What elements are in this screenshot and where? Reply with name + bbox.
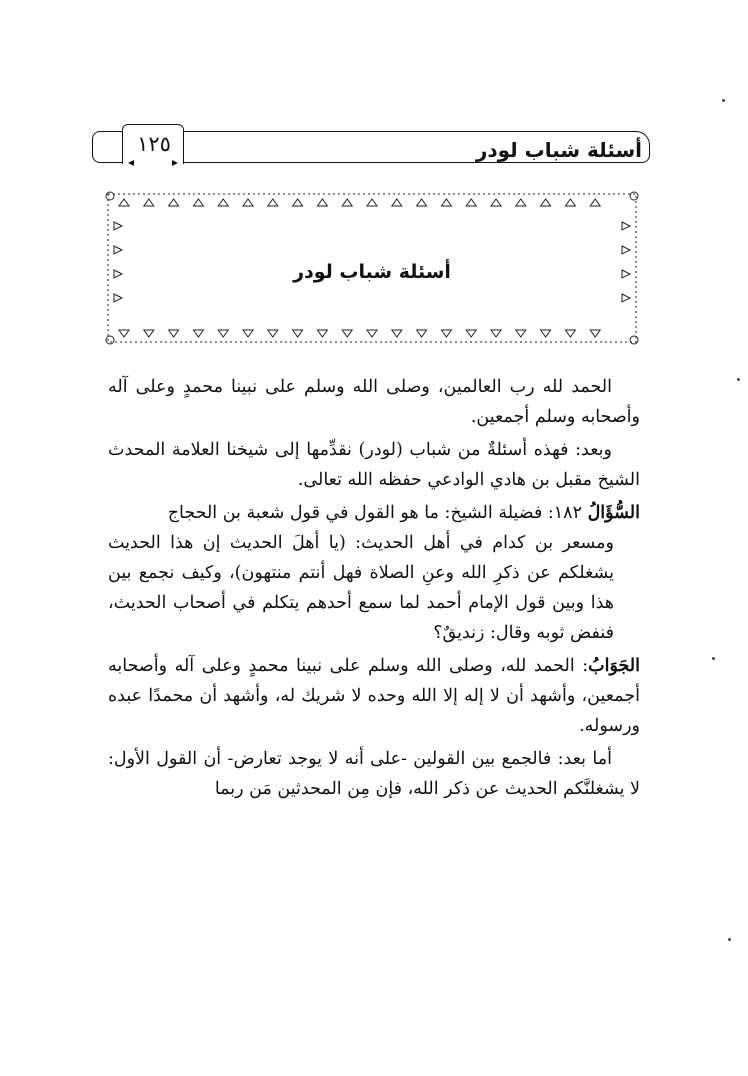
- ornament-mark: [169, 199, 179, 206]
- ornament-mark: [317, 330, 327, 337]
- ornament-mark: [622, 246, 630, 254]
- ornament-mark: [114, 222, 122, 230]
- ornament-mark: [590, 199, 600, 206]
- ornament-mark: [342, 330, 352, 337]
- ornament-mark: [268, 199, 278, 206]
- question-number: ١٨٢: [553, 503, 582, 523]
- ornament-mark: [417, 199, 427, 206]
- question-paragraph: [108, 498, 640, 648]
- ornament-mark: [392, 330, 402, 337]
- answer-paragraph-2: أما بعد: فالجمع بين القولين -على أنه لا يوجد تعارض- أن القول الأول: لا يشغلنَّكم الحديث عن ذكر الله، فإن مِن المحدثين مَن ربما: [108, 749, 640, 799]
- answer-label: الجَوَابُ: [588, 656, 640, 676]
- ornament-mark: [367, 330, 377, 337]
- ornament-mark: [491, 199, 501, 206]
- scan-mark: [737, 378, 740, 381]
- ornament-mark: [516, 199, 526, 206]
- ornament-mark: [622, 222, 630, 230]
- ornament-mark: [317, 199, 327, 206]
- ornament-mark: [466, 330, 476, 337]
- ornament-mark: [491, 330, 501, 337]
- ornament-mark: [367, 199, 377, 206]
- ornament-mark: [466, 199, 476, 206]
- ornament-mark: [441, 330, 451, 337]
- ornament-mark: [293, 199, 303, 206]
- ornament-mark: [119, 330, 129, 337]
- ornament-mark: [590, 330, 600, 337]
- page-number-box-ornament: [128, 160, 178, 166]
- ornament-mark: [342, 199, 352, 206]
- ornament-mark: [193, 199, 203, 206]
- ornament-mark: [243, 330, 253, 337]
- scan-mark: [712, 657, 715, 660]
- answer-paragraph: [108, 651, 640, 741]
- ornament-mark: [243, 199, 253, 206]
- question-label: السُّؤَالُ: [587, 503, 640, 523]
- scan-mark: [722, 99, 725, 102]
- ornament-mark: [114, 294, 122, 302]
- ornament-mark: [541, 330, 551, 337]
- intro-paragraph: الحمد لله رب العالمين، وصلى الله وسلم على نبينا محمدٍ وعلى آله وأصحابه وسلم أجمعين.: [108, 377, 640, 427]
- ornament-mark: [144, 199, 154, 206]
- body-text: [108, 372, 640, 807]
- answer-text: : الحمد لله، وصلى الله وسلم على نبينا محمدٍ وعلى آله وأصحابه أجمعين، وأشهد أن لا إله إلا الله وحده لا شريك له، وأشهد أن محمدًا عبده ورسوله.: [108, 656, 640, 736]
- ornament-mark: [565, 330, 575, 337]
- ornament-mark: [516, 330, 526, 337]
- scan-mark: [728, 938, 731, 941]
- ornament-mark: [193, 330, 203, 337]
- page-number: ١٢٥: [137, 132, 171, 156]
- ornament-mark: [417, 330, 427, 337]
- ornament-mark: [541, 199, 551, 206]
- ornament-mark: [293, 330, 303, 337]
- ornament-mark: [218, 330, 228, 337]
- ornament-mark: [441, 199, 451, 206]
- question-first-line: : فضيلة الشيخ: ما هو القول في قول شعبة بن الحجاج: [167, 503, 554, 523]
- ornament-mark: [218, 199, 228, 206]
- ornament-mark: [144, 330, 154, 337]
- ornament-mark: [565, 199, 575, 206]
- section-title: أسئلة شباب لودر: [293, 261, 451, 283]
- running-header-title: أسئلة شباب لودر: [475, 138, 642, 162]
- ornament-mark: [392, 199, 402, 206]
- intro-paragraph-2: وبعد: فهذه أسئلةٌ من شباب (لودر) نقدِّمها إلى شيخنا العلامة المحدث الشيخ مقبل بن هادي الوادعي حفظه الله تعالى.: [108, 440, 640, 490]
- ornament-mark: [114, 246, 122, 254]
- ornament-mark: [622, 294, 630, 302]
- ornament-mark: [169, 330, 179, 337]
- ornament-mark: [268, 330, 278, 337]
- question-continuation: ومسعر بن كدام في أهل الحديث: (يا أهلَ الحديث إن هذا الحديث يشغلكم عن ذكرِ الله وعنِ الصلاة فهل أنتم منتهون)، وكيف نجمع بين هذا وبين قول الإمام أحمد لما سمع أحدهم يتكلم في أصحاب الحديث، فنفض ثوبه وقال: زنديقٌ؟: [108, 533, 614, 643]
- ornament-mark: [119, 199, 129, 206]
